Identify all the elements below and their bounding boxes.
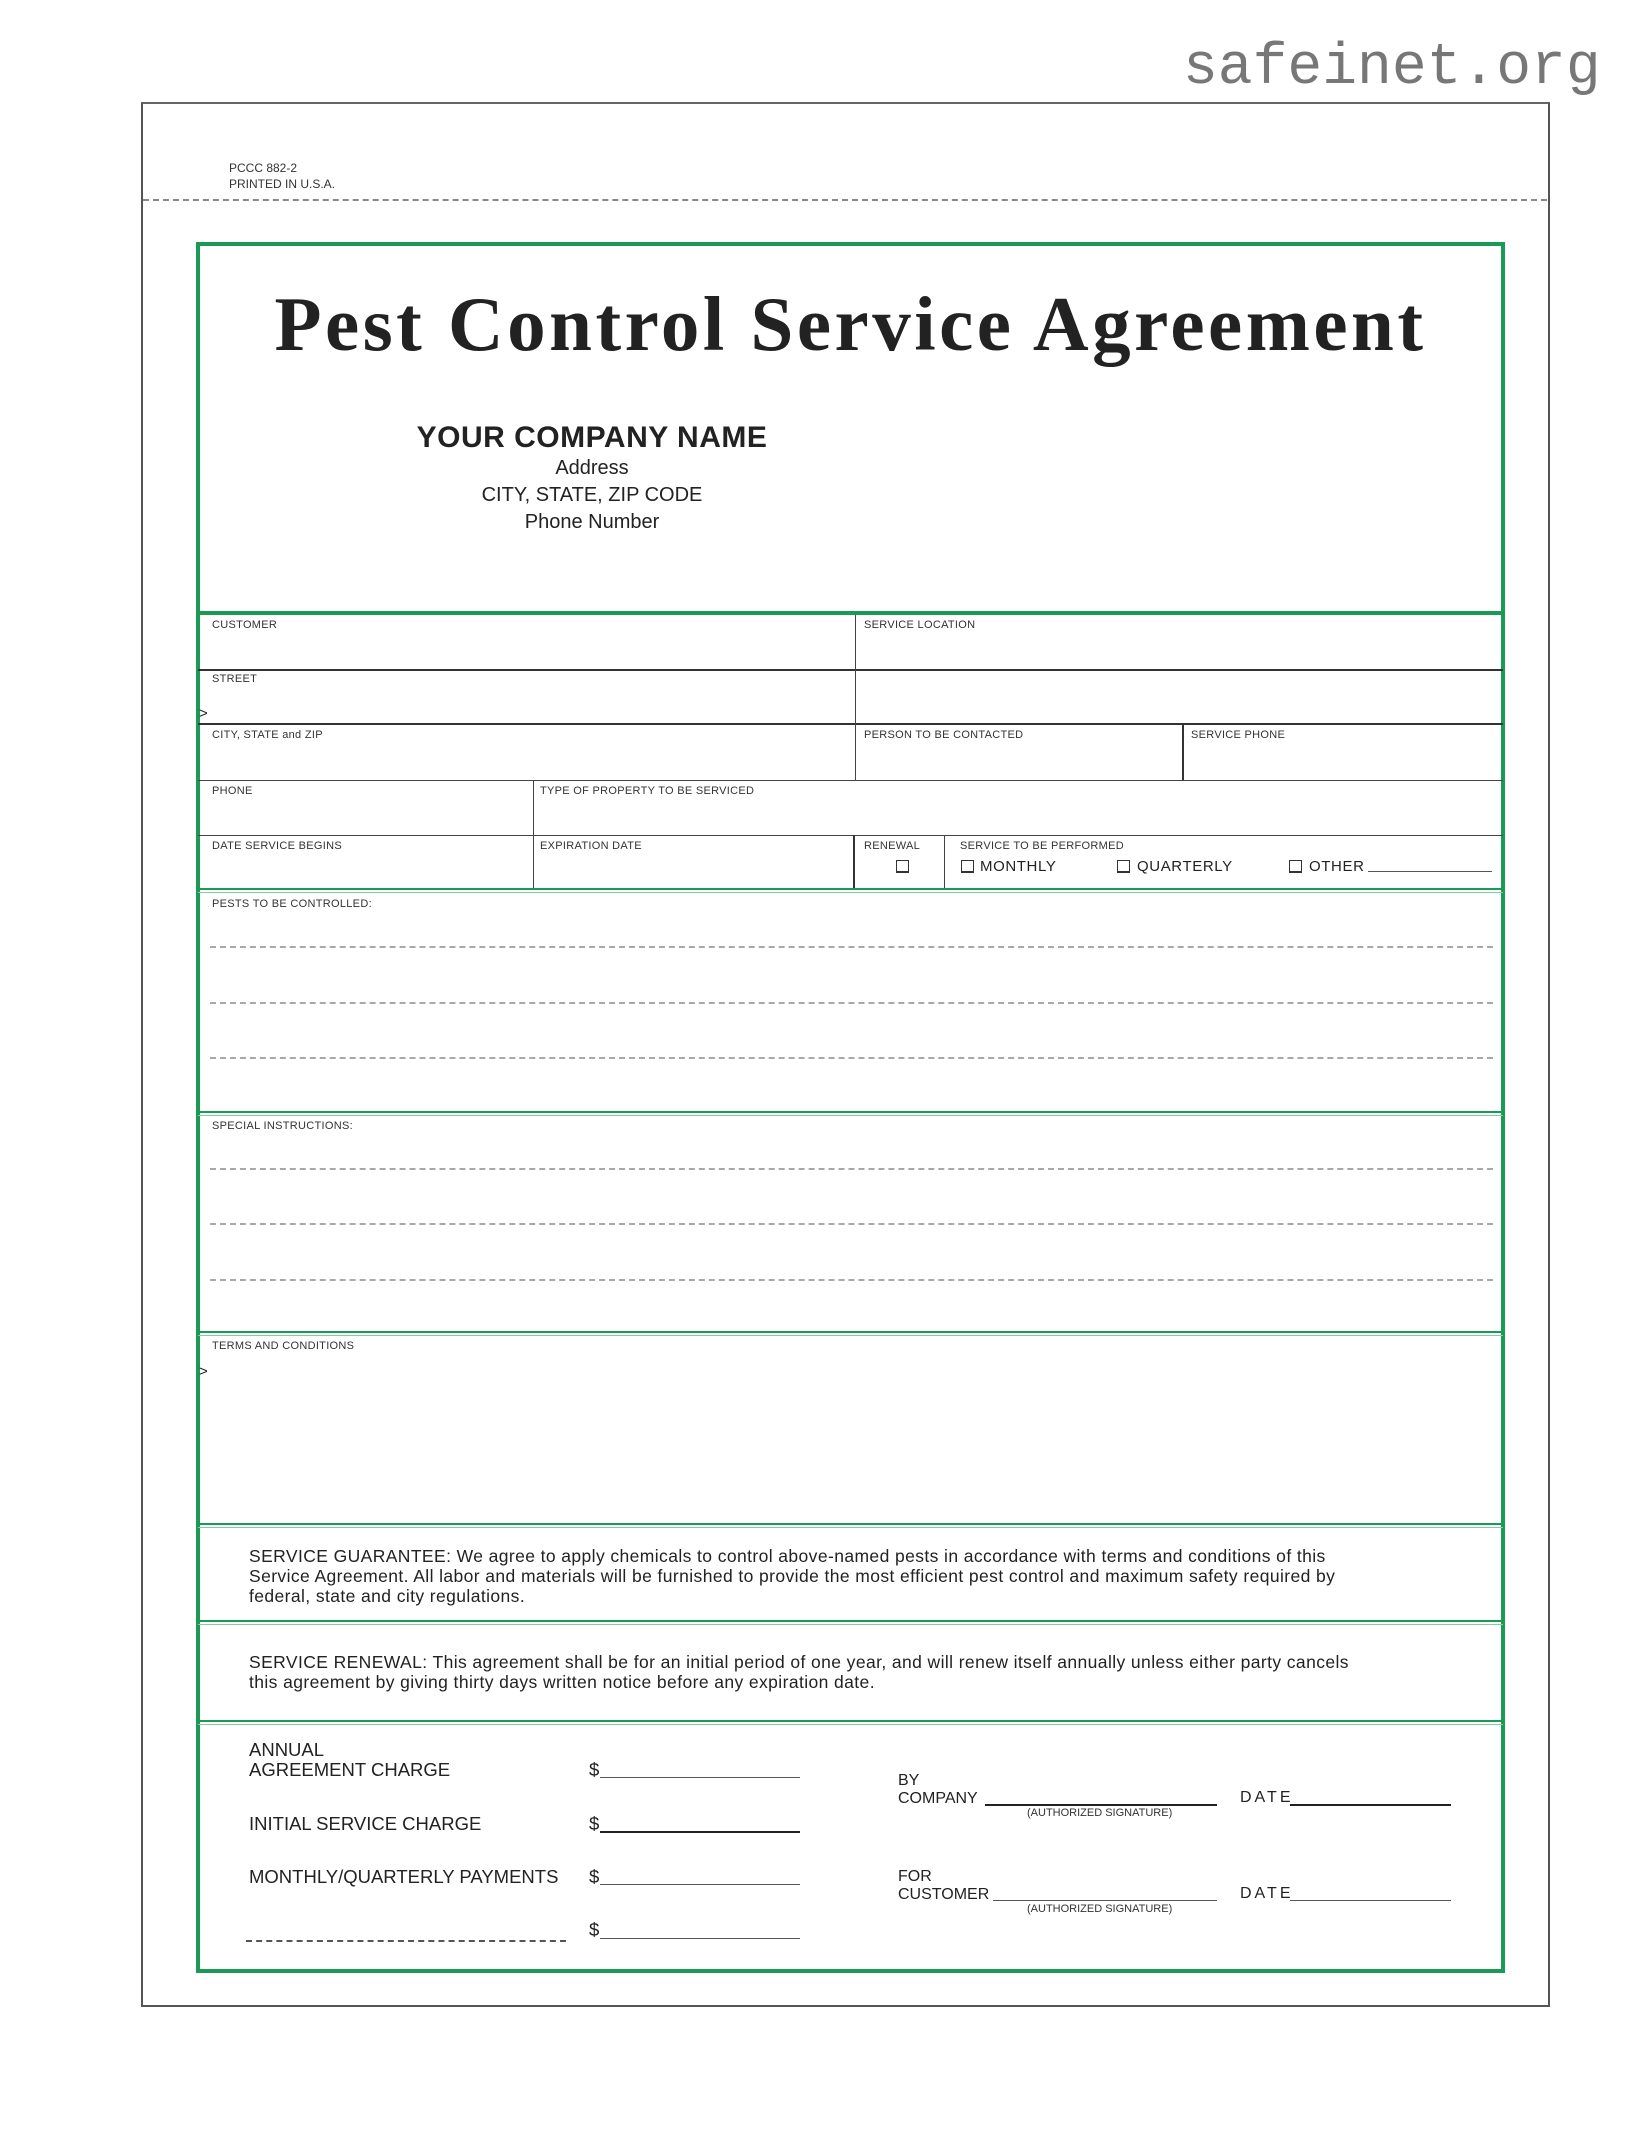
special-input-line[interactable]	[210, 1279, 1493, 1281]
company-name: YOUR COMPANY NAME	[416, 421, 768, 454]
annual-label-line2: AGREEMENT CHARGE	[249, 1759, 451, 1780]
company-date-input[interactable]	[1290, 1804, 1451, 1806]
terms-marker: >	[199, 1363, 208, 1380]
special-input-line[interactable]	[210, 1223, 1493, 1225]
field-city-state-zip[interactable]: CITY, STATE and ZIP	[212, 729, 323, 741]
street-marker: >	[199, 705, 208, 722]
pests-label: PESTS TO BE CONTROLLED:	[212, 898, 372, 910]
monthly-option-label: MONTHLY	[980, 858, 1057, 875]
terms-label: TERMS AND CONDITIONS	[212, 1340, 355, 1352]
field-phone[interactable]: PHONE	[212, 785, 253, 797]
annual-charge-label	[249, 1740, 450, 1780]
perforation-line	[143, 199, 1547, 201]
guarantee-line: SERVICE GUARANTEE: We agree to apply chemicals to control above-named pests in accordance with terms and conditions of this	[249, 1546, 1326, 1566]
annual-label-line1: ANNUAL	[249, 1739, 325, 1760]
form-code: PCCC 882-2	[229, 161, 298, 175]
company-phone: Phone Number	[524, 511, 660, 533]
renewal-line: SERVICE RENEWAL: This agreement shall be for an initial period of one year, and will renew itself annually unless either party cancels	[249, 1652, 1349, 1672]
guarantee-line: federal, state and city regulations.	[249, 1586, 526, 1606]
section-divider	[198, 1620, 1503, 1625]
terms-input-area[interactable]	[212, 1385, 1492, 1515]
customer-label: CUSTOMER	[898, 1886, 990, 1903]
column-divider	[853, 835, 855, 889]
section-divider	[198, 1720, 1503, 1725]
currency-symbol: $	[589, 1813, 600, 1834]
special-input-line[interactable]	[210, 1168, 1493, 1170]
monthly-checkbox[interactable]	[961, 860, 974, 873]
renewal-line: this agreement by giving thirty days written notice before any expiration date.	[249, 1672, 875, 1692]
field-property-type[interactable]: TYPE OF PROPERTY TO BE SERVICED	[540, 785, 755, 797]
annual-charge-input[interactable]	[600, 1777, 800, 1778]
header-divider	[198, 611, 1503, 615]
column-divider	[533, 780, 534, 889]
quarterly-checkbox[interactable]	[1117, 860, 1130, 873]
customer-date-label: DATE	[1240, 1885, 1294, 1902]
service-guarantee-text	[249, 1546, 1489, 1606]
company-block	[392, 421, 792, 536]
authorized-signature-caption: (AUTHORIZED SIGNATURE)	[1027, 1903, 1173, 1915]
initial-charge-label: INITIAL SERVICE CHARGE	[249, 1813, 482, 1834]
field-service-location[interactable]: SERVICE LOCATION	[864, 619, 976, 631]
field-service-performed: SERVICE TO BE PERFORMED	[960, 840, 1124, 852]
service-renewal-text	[249, 1652, 1489, 1692]
row-divider	[198, 835, 1503, 836]
custom-charge-input[interactable]	[600, 1938, 800, 1939]
pests-input-line[interactable]	[210, 1057, 1493, 1059]
payments-input[interactable]	[600, 1884, 800, 1885]
field-service-phone[interactable]: SERVICE PHONE	[1191, 729, 1286, 741]
quarterly-option-label: QUARTERLY	[1137, 858, 1233, 875]
column-divider	[1182, 724, 1184, 780]
watermark-text: safeinet.org	[1183, 36, 1601, 101]
guarantee-line: Service Agreement. All labor and materials will be furnished to provide the most efficient pest control and maximum safety required by	[249, 1566, 1336, 1586]
other-checkbox[interactable]	[1289, 860, 1302, 873]
section-divider	[198, 1523, 1503, 1528]
currency-symbol: $	[589, 1919, 600, 1940]
row-divider	[198, 780, 1503, 781]
pests-input-line[interactable]	[210, 1002, 1493, 1004]
company-city-state-zip: CITY, STATE, ZIP CODE	[481, 484, 703, 506]
other-input-line[interactable]	[1368, 871, 1492, 872]
pests-input-line[interactable]	[210, 946, 1493, 948]
row-divider	[198, 669, 1503, 671]
custom-charge-label-input[interactable]	[246, 1940, 566, 1942]
column-divider	[944, 835, 945, 889]
printed-in: PRINTED IN U.S.A.	[229, 177, 336, 191]
currency-symbol: $	[589, 1866, 600, 1887]
field-expiration-date[interactable]: EXPIRATION DATE	[540, 840, 642, 852]
for-customer-label	[898, 1868, 989, 1904]
customer-signature-input[interactable]	[993, 1900, 1217, 1901]
field-renewal: RENEWAL	[864, 840, 921, 852]
section-divider	[198, 888, 1503, 893]
renewal-checkbox[interactable]	[896, 860, 909, 873]
by-company-label	[898, 1772, 978, 1808]
field-street[interactable]: STREET	[212, 673, 258, 685]
customer-date-input[interactable]	[1290, 1900, 1451, 1901]
section-divider	[198, 1111, 1503, 1116]
payments-label: MONTHLY/QUARTERLY PAYMENTS	[249, 1866, 559, 1887]
by-label: BY	[898, 1772, 920, 1789]
field-date-service-begins[interactable]: DATE SERVICE BEGINS	[212, 840, 342, 852]
company-signature-input[interactable]	[985, 1804, 1217, 1806]
for-label: FOR	[898, 1868, 932, 1885]
company-address: Address	[555, 457, 629, 479]
special-instructions-label: SPECIAL INSTRUCTIONS:	[212, 1120, 353, 1132]
initial-charge-input[interactable]	[600, 1831, 800, 1833]
company-label: COMPANY	[898, 1790, 978, 1807]
column-divider	[855, 615, 856, 780]
row-divider	[198, 723, 1503, 725]
authorized-signature-caption: (AUTHORIZED SIGNATURE)	[1027, 1807, 1173, 1819]
field-customer[interactable]: CUSTOMER	[212, 619, 278, 631]
section-divider	[198, 1331, 1503, 1336]
currency-symbol: $	[589, 1759, 600, 1780]
field-person-to-contact[interactable]: PERSON TO BE CONTACTED	[864, 729, 1024, 741]
print-info	[229, 160, 335, 192]
other-option-label: OTHER	[1309, 858, 1365, 875]
page-title: Pest Control Service Agreement	[274, 281, 1427, 367]
company-date-label: DATE	[1240, 1789, 1294, 1806]
